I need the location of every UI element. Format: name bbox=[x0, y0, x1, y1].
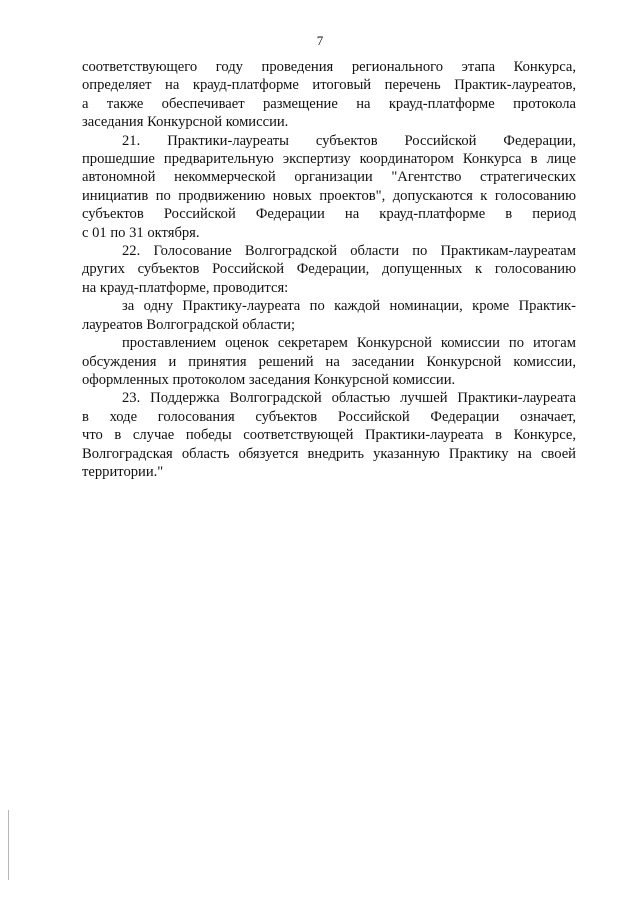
text-line: заседания Конкурсной комиссии. bbox=[82, 114, 289, 131]
text-line: проставлением оценок секретарем Конкурсной комиссии по итогам bbox=[122, 335, 576, 352]
paragraph-21 bbox=[82, 132, 576, 242]
paragraph-22 bbox=[82, 242, 576, 297]
text-line: а также обеспечивает размещение на крауд-платформе протокола bbox=[82, 95, 576, 112]
text-line: субъектов Российской Федерации на крауд-платформе в период bbox=[82, 206, 576, 223]
text-line: в ходе голосования субъектов Российской Федерации означает, bbox=[82, 408, 576, 425]
text-line: обсуждения и принятия решений на заседании Конкурсной комиссии, bbox=[82, 353, 576, 370]
text-line: территории." bbox=[82, 463, 164, 480]
text-line: лауреатов Волгоградской области; bbox=[82, 316, 296, 333]
page-number: 7 bbox=[316, 33, 324, 48]
text-line: инициатив по продвижению новых проектов", допускаются к голосованию bbox=[82, 187, 576, 204]
text-line: других субъектов Российской Федерации, допущенных к голосованию bbox=[82, 261, 576, 278]
paragraph-22-item-1 bbox=[82, 297, 576, 334]
text-line: 23. Поддержка Волгоградской областью лучшей Практики-лауреата bbox=[122, 390, 576, 407]
text-line: Волгоградская область обязуется внедрить указанную Практику на своей bbox=[82, 445, 576, 462]
text-line: автономной некоммерческой организации "Агентство стратегических bbox=[82, 169, 576, 186]
document-body bbox=[82, 58, 576, 481]
text-line: соответствующего году проведения регионального этапа Конкурса, bbox=[82, 59, 576, 75]
text-line: 22. Голосование Волгоградской области по Практикам-лауреатам bbox=[122, 243, 576, 260]
text-line: оформленных протоколом заседания Конкурсной комиссии. bbox=[82, 371, 456, 388]
text-line: с 01 по 31 октября. bbox=[82, 224, 200, 241]
paragraph-22-item-2 bbox=[82, 334, 576, 389]
text-line: определяет на крауд-платформе итоговый перечень Практик-лауреатов, bbox=[82, 77, 576, 94]
text-line: 21. Практики-лауреаты субъектов Российской Федерации, bbox=[122, 132, 576, 149]
text-line: прошедшие предварительную экспертизу координатором Конкурса в лице bbox=[82, 151, 576, 168]
text-line: что в случае победы соответствующей Практики-лауреата в Конкурсе, bbox=[82, 427, 576, 444]
paragraph-23 bbox=[82, 389, 576, 481]
paragraph-1 bbox=[82, 58, 576, 132]
text-line: на крауд-платформе, проводится: bbox=[82, 279, 289, 296]
text-line: за одну Практику-лауреата по каждой номинации, кроме Практик- bbox=[122, 298, 576, 315]
scan-edge-mark bbox=[8, 810, 9, 880]
